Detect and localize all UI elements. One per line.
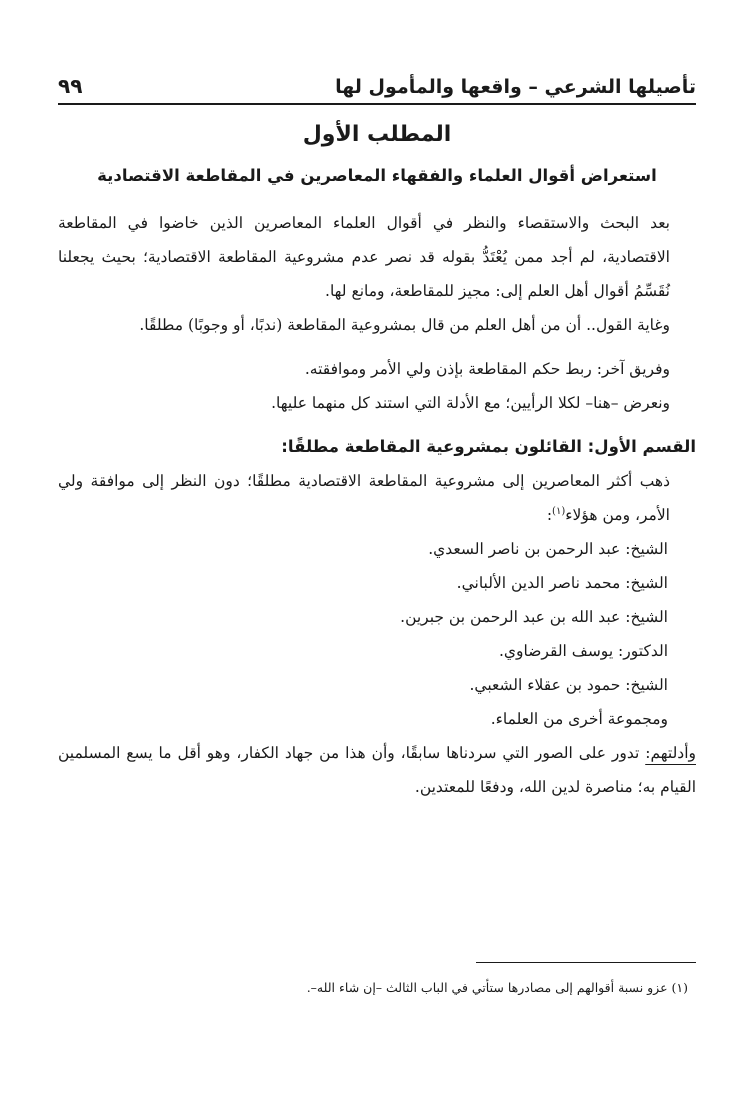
- scholar-item: الشيخ: عبد الرحمن بن ناصر السعدي.: [428, 540, 668, 558]
- running-title: تأصيلها الشرعي – واقعها والمأمول لها: [335, 76, 696, 98]
- body-text: [58, 206, 696, 804]
- header-rule: [58, 103, 696, 105]
- scholar-item: الدكتور: يوسف القرضاوي.: [499, 642, 668, 660]
- part-one-label: القسم الأول:: [587, 437, 696, 456]
- part-one-title: القائلون بمشروعية المقاطعة مطلقًا:: [281, 437, 588, 456]
- footnote: (١) عزو نسبة أقوالهم إلى مصادرها ستأتي في الباب الثالث –إن شاء الله–.: [306, 980, 688, 995]
- paragraph-intro: بعد البحث والاستقصاء والنظر في أقوال العلماء المعاصرين الذين خاضوا في المقاطعة الاقتصادية، لم أجد ممن يُعْتَدُّ بقوله قد نصر عدم مشروعية المقاطعة الاقتصادية؛ بحيث يجعلنا نُقَسِّمُ أقوال أهل العلم إلى: مجيز للمقاطعة، ومانع لها.: [58, 214, 670, 300]
- scholar-item: الشيخ: حمود بن عقلاء الشعبي.: [469, 676, 668, 694]
- part-one-intro: [58, 464, 696, 532]
- footnote-rule: [476, 962, 696, 963]
- scholar-item: الشيخ: عبد الله بن عبد الرحمن بن جبرين.: [400, 608, 668, 626]
- paragraph-presentation: ونعرض –هنا– لكلا الرأيين؛ مع الأدلة التي استند كل منهما عليها.: [271, 394, 670, 412]
- scholar-item: ومجموعة أخرى من العلماء.: [490, 710, 668, 728]
- paragraph-summary: وغاية القول.. أن من أهل العلم من قال بمشروعية المقاطعة (ندبًا، أو وجوبًا) مطلقًا.: [139, 316, 670, 334]
- running-header: [58, 58, 696, 98]
- page-number: ٩٩: [58, 74, 83, 98]
- section-title: المطلب الأول: [302, 122, 452, 147]
- part-one-intro-end: :: [546, 506, 553, 524]
- section-subtitle: استعراض أقوال العلماء والفقهاء المعاصرين في المقاطعة الاقتصادية: [97, 166, 657, 185]
- footnote-marker[interactable]: (١): [552, 505, 566, 517]
- evidence-text: تدور على الصور التي سردناها سابقًا، وأن هذا من جهاد الكفار، وهو أقل ما يسع المسلمين القيام به؛ مناصرة لدين الله، ودفعًا للمعتدين.: [58, 744, 696, 796]
- part-one-intro-text: ذهب أكثر المعاصرين إلى مشروعية المقاطعة الاقتصادية مطلقًا؛ دون النظر إلى موافقة ولي الأمر، ومن هؤلاء: [58, 472, 670, 524]
- evidence-label: وأدلتهم:: [645, 744, 696, 762]
- part-one-heading: [58, 430, 696, 464]
- scholar-item: الشيخ: محمد ناصر الدين الألباني.: [456, 574, 668, 592]
- evidence-paragraph: [58, 736, 696, 804]
- paragraph-other-group: وفريق آخر: ربط حكم المقاطعة بإذن ولي الأمر وموافقته.: [304, 360, 670, 378]
